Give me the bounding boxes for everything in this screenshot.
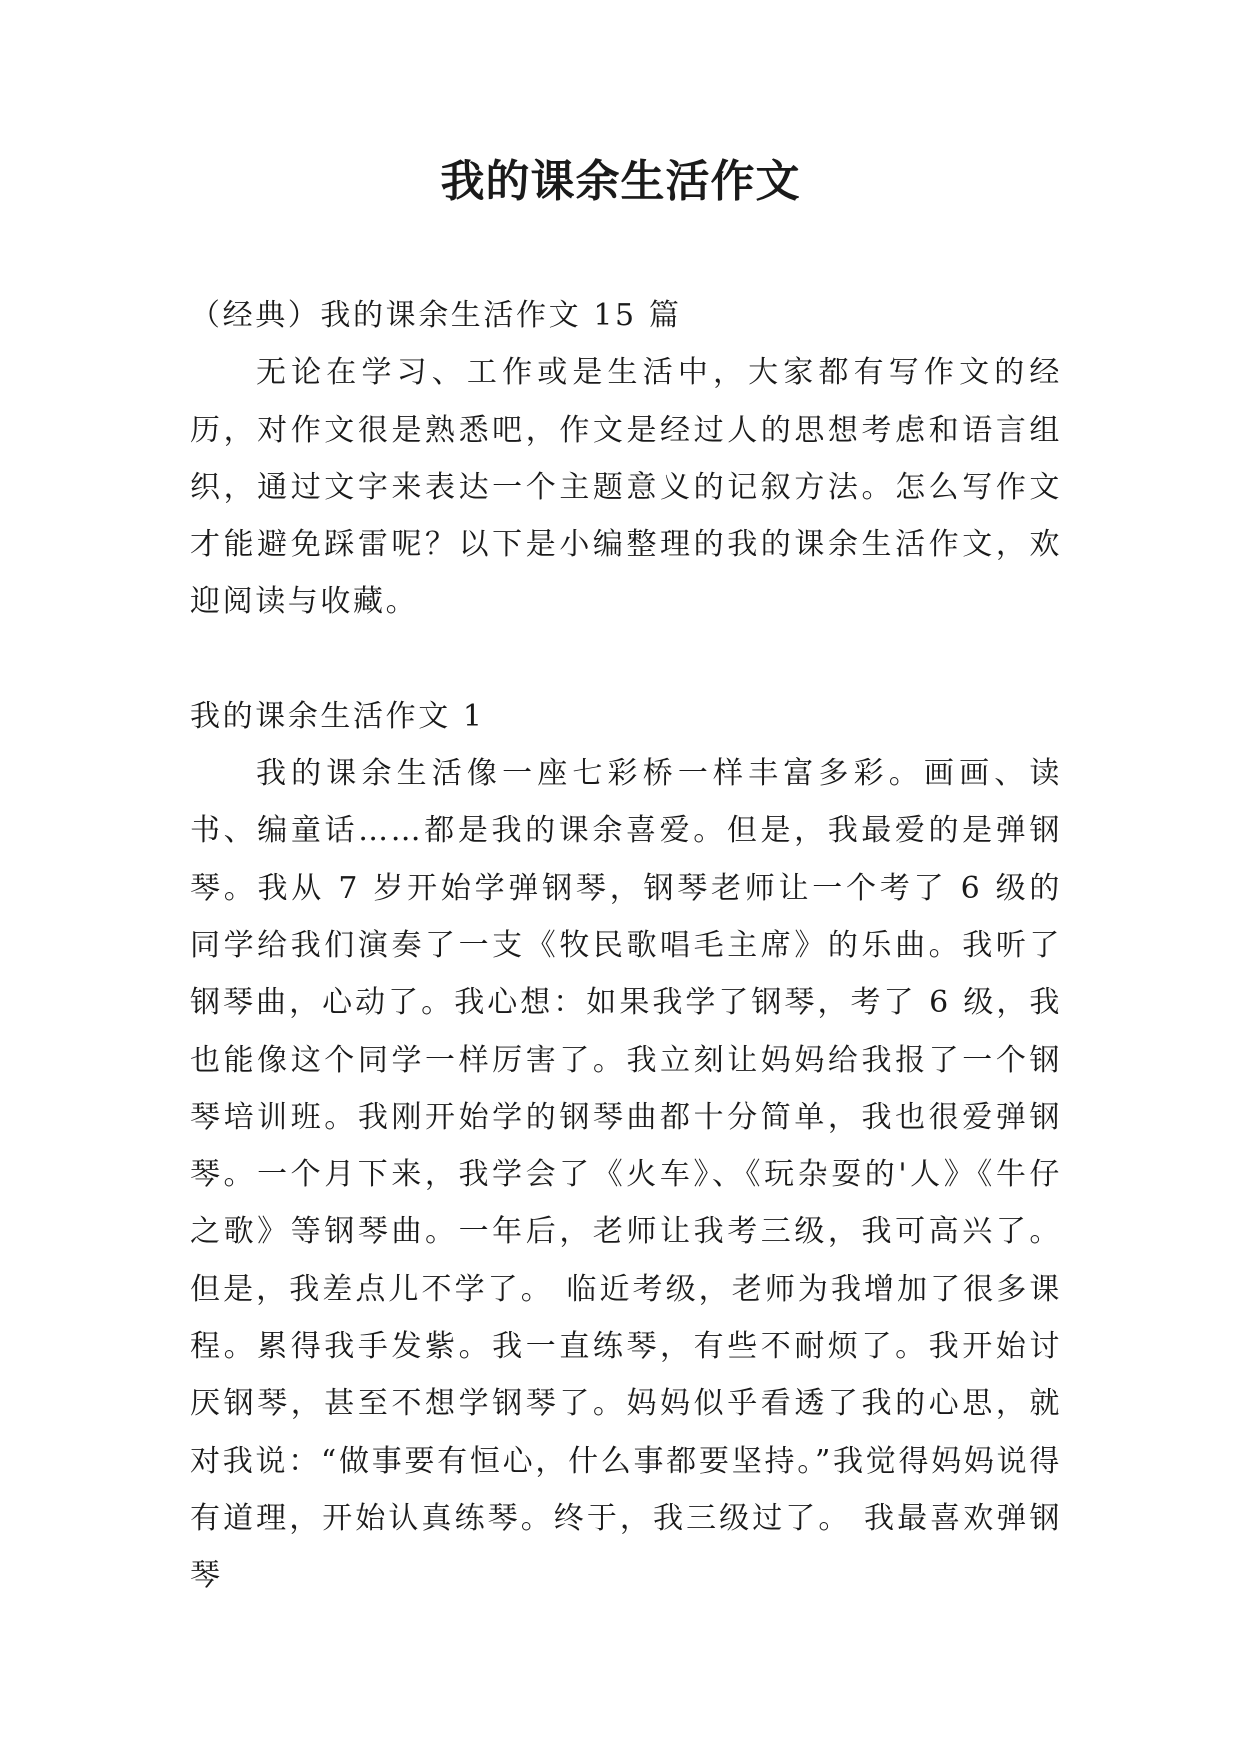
section-spacer: [190, 631, 1062, 688]
section-heading: 我的课余生活作文 1: [190, 698, 485, 734]
document-subtitle: （经典）我的课余生活作文 15 篇: [190, 298, 682, 333]
document-body: [190, 287, 1062, 1605]
section-paragraph: 我的课余生活像一座七彩桥一样丰富多彩。画画、读书、编童话……都是我的课余喜爱。但是，我最爱的是弹钢琴。我从 7 岁开始学弹钢琴，钢琴老师让一个考了 6 级的同学给我们演奏了一支《牧民歌唱毛主席》的乐曲。我听了钢琴曲，心动了。我心想：如果我学了钢琴，考了 6 级，我也能像这个同学一样厉害了。我立刻让妈妈给我报了一个钢琴培训班。我刚开始学的钢琴曲都十分简单，我也很爱弹钢琴。一个月下来，我学会了《火车》、《玩杂耍的'人》《牛仔之歌》等钢琴曲。一年后，老师让我考三级，我可高兴了。但是，我差点儿不学了。 临近考级，老师为我增加了很多课程。累得我手发紫。我一直练琴，有些不耐烦了。我开始讨厌钢琴，甚至不想学钢琴了。妈妈似乎看透了我的心思，就对我说：“做事要有恒心，什么事都要坚持。”我觉得妈妈说得有道理，开始认真练琴。终于，我三级过了。 我最喜欢弹钢琴: [190, 756, 1062, 1594]
intro-paragraph: 无论在学习、工作或是生活中，大家都有写作文的经历，对作文很是熟悉吧，作文是经过人的思想考虑和语言组织，通过文字来表达一个主题意义的记叙方法。怎么写作文才能避免踩雷呢？以下是小编整理的我的课余生活作文，欢迎阅读与收藏。: [190, 355, 1062, 620]
document-title: 我的课余生活作文: [440, 156, 801, 207]
